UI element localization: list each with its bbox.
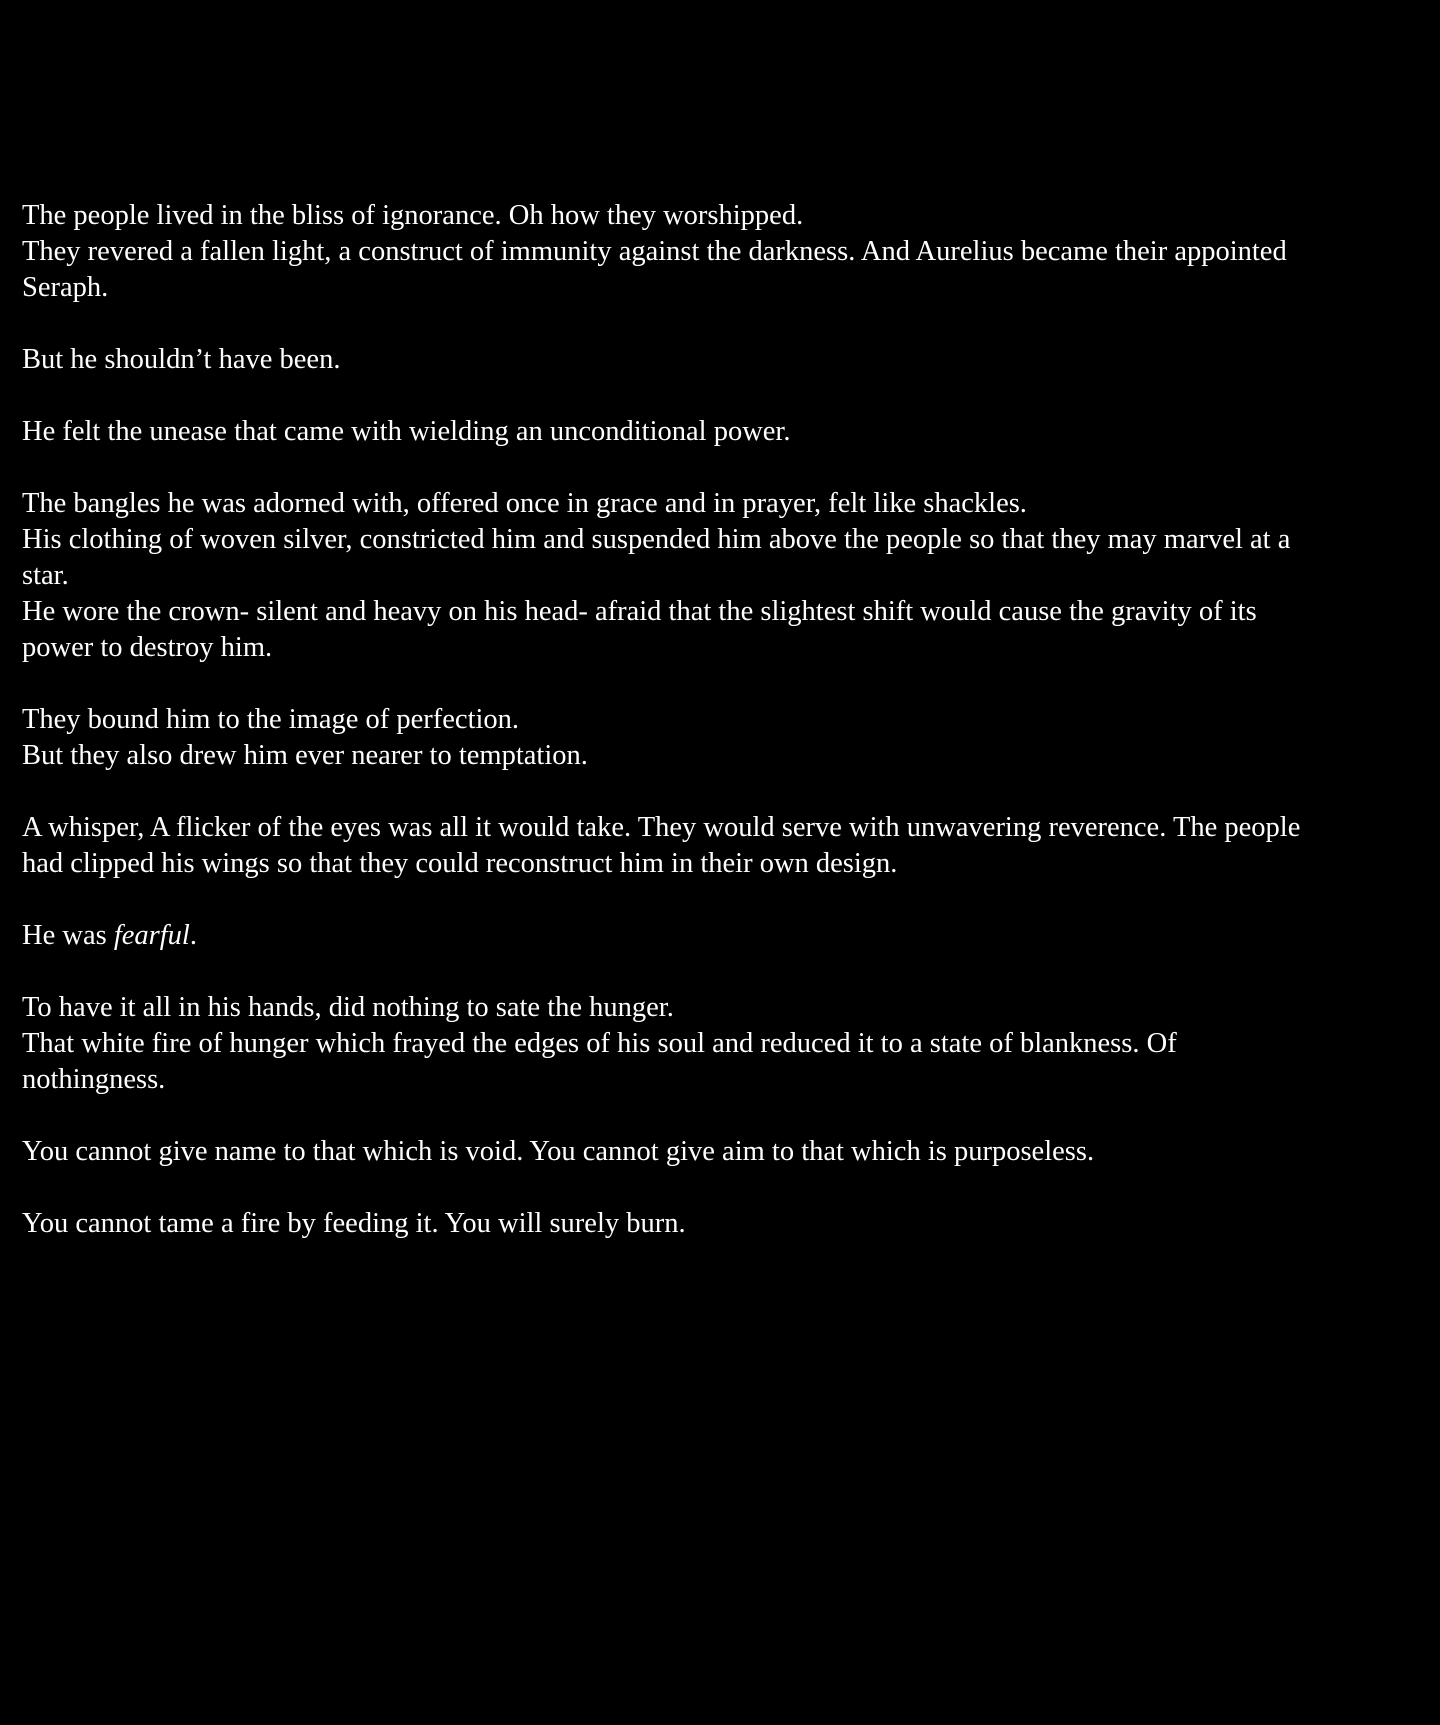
text-line: They revered a fallen light, a construct of immunity against the darkness. And Aurelius became their appointed Seraph.	[22, 236, 1287, 303]
paragraph-shouldnt	[22, 342, 1322, 378]
story-text	[22, 198, 1322, 1278]
text-line: You cannot tame a fire by feeding it. You will surely burn.	[22, 1208, 686, 1239]
paragraph-worship	[22, 198, 1322, 306]
text-line: To have it all in his hands, did nothing to sate the hunger.	[22, 992, 674, 1023]
text-line: That white fire of hunger which frayed the edges of his soul and reduced it to a state of blankness. Of nothingness.	[22, 1028, 1177, 1095]
paragraph-whisper	[22, 810, 1322, 882]
text-line: You cannot give name to that which is void. You cannot give aim to that which is purposeless.	[22, 1136, 1095, 1167]
text-line: They bound him to the image of perfection.	[22, 704, 520, 735]
fearful-prefix: He was	[22, 920, 114, 951]
text-line: The people lived in the bliss of ignorance. Oh how they worshipped.	[22, 200, 804, 231]
fearful-suffix: .	[189, 920, 197, 951]
paragraph-burn	[22, 1206, 1322, 1242]
paragraph-void	[22, 1134, 1322, 1170]
text-line: But they also drew him ever nearer to temptation.	[22, 740, 588, 771]
text-line: His clothing of woven silver, constricted him and suspended him above the people so that they may marvel at a star.	[22, 524, 1291, 591]
paragraph-unease	[22, 414, 1322, 450]
fearful-emphasis: fearful	[113, 920, 190, 951]
text-line: The bangles he was adorned with, offered once in grace and in prayer, felt like shackles.	[22, 488, 1027, 519]
text-line: He wore the crown- silent and heavy on his head- afraid that the slightest shift would cause the gravity of its power to destroy him.	[22, 596, 1257, 663]
paragraph-bangles	[22, 486, 1322, 666]
text-line: But he shouldn’t have been.	[22, 344, 341, 375]
paragraph-perfection	[22, 702, 1322, 774]
text-line: He felt the unease that came with wielding an unconditional power.	[22, 416, 791, 447]
text-line: A whisper, A flicker of the eyes was all it would take. They would serve with unwavering reverence. The people had clipped his wings so that they could reconstruct him in their own design.	[22, 812, 1301, 879]
paragraph-fearful	[22, 918, 1322, 954]
paragraph-hunger	[22, 990, 1322, 1098]
